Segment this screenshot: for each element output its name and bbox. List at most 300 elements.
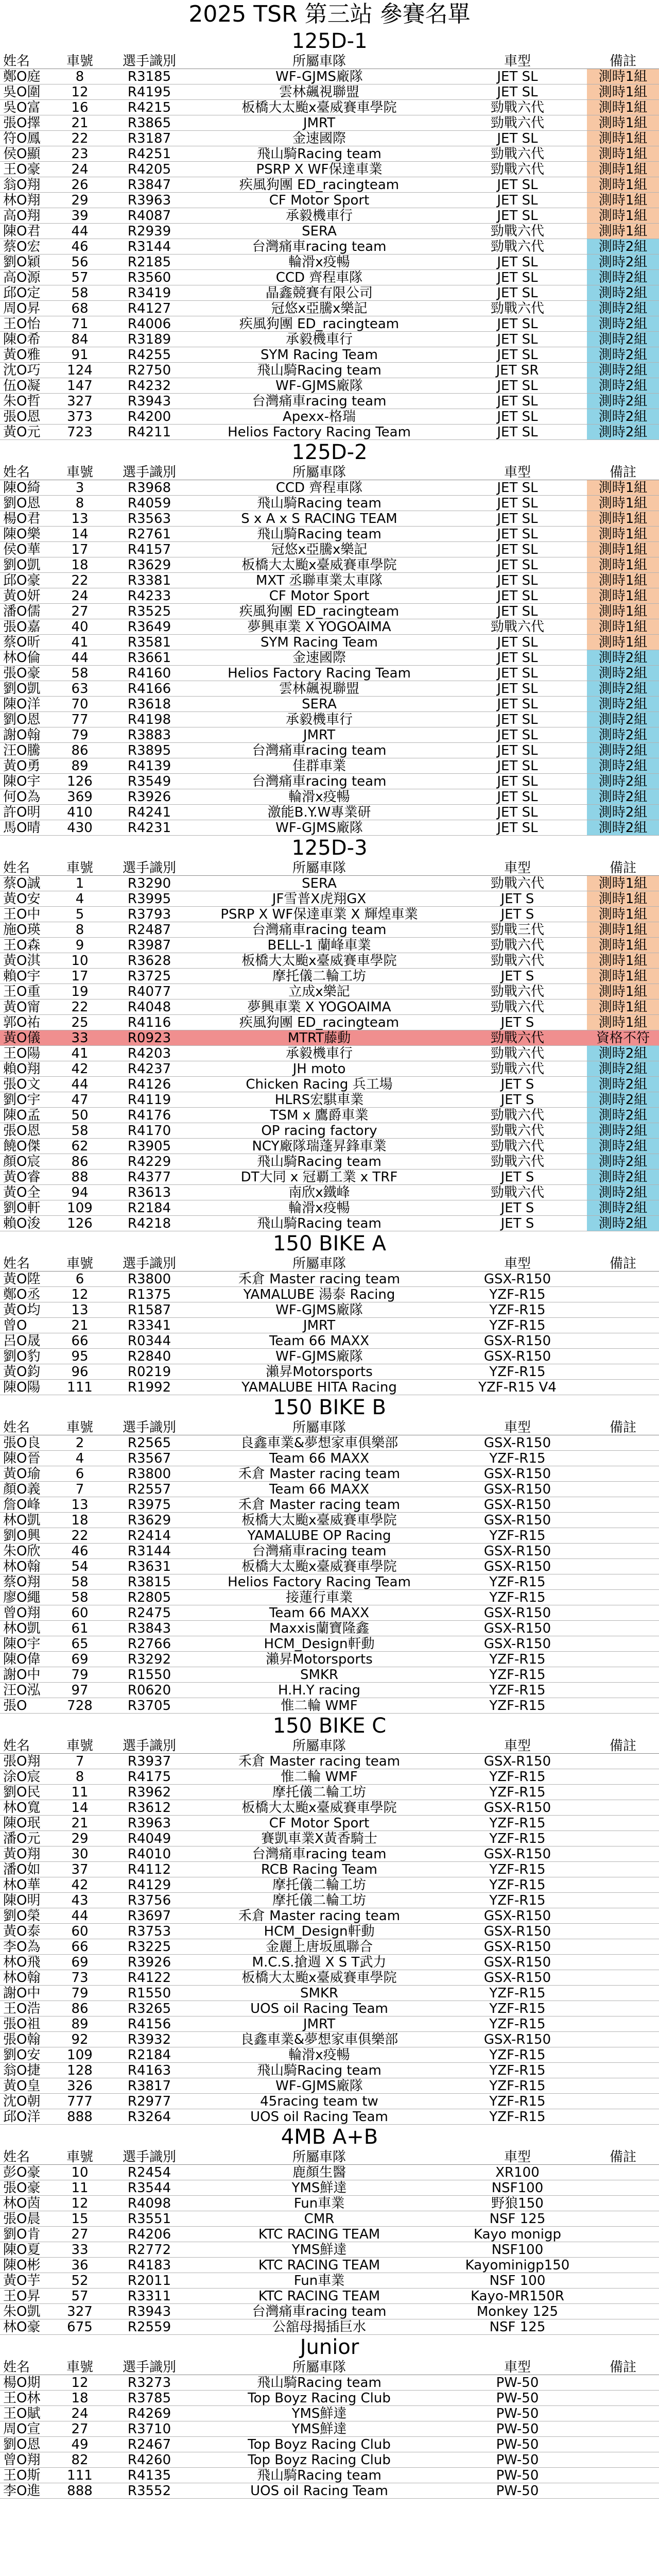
cell-model: YZF-R15 bbox=[489, 1862, 546, 1877]
cell-number: 44 bbox=[71, 1077, 89, 1092]
cell-model: PW-50 bbox=[496, 2452, 539, 2467]
cell-name: 張O豪 bbox=[3, 666, 41, 681]
cell-rider-id: R2487 bbox=[127, 922, 171, 937]
table-row bbox=[0, 84, 659, 100]
cell-model: JET SL bbox=[497, 69, 538, 84]
cell-number: 79 bbox=[71, 727, 89, 742]
cell-rider-id: R4215 bbox=[127, 100, 171, 115]
cell-number: 24 bbox=[71, 588, 89, 603]
cell-model: JET S bbox=[500, 969, 534, 984]
cell-number: 69 bbox=[71, 1652, 89, 1667]
cell-model: 勁戰六代 bbox=[490, 619, 544, 634]
table-row bbox=[0, 1621, 659, 1636]
cell-team: Fun車業 bbox=[293, 2196, 345, 2211]
cell-model: YZF-R15 bbox=[489, 1877, 546, 1892]
cell-team: 板橋大太颱x臺威賽車學院 bbox=[241, 1559, 397, 1574]
cell-number: 3 bbox=[75, 480, 84, 495]
cell-model: 勁戰六代 bbox=[490, 162, 544, 177]
cell-remark bbox=[587, 1574, 659, 1589]
cell-team: 金麗上唐坂風聯合 bbox=[265, 1939, 373, 1954]
cell-rider-id: R3963 bbox=[127, 1816, 171, 1831]
cell-remark: 測時2組 bbox=[587, 1200, 659, 1215]
table-row bbox=[0, 1077, 659, 1092]
cell-rider-id: R4232 bbox=[127, 378, 171, 393]
table-row bbox=[0, 301, 659, 316]
cell-remark: 測時1組 bbox=[587, 557, 659, 572]
table-row bbox=[0, 115, 659, 131]
table-row bbox=[0, 2258, 659, 2273]
cell-remark bbox=[587, 2180, 659, 2195]
cell-team: KTC RACING TEAM bbox=[258, 2258, 380, 2273]
cell-team: 良鑫車業&夢想家車俱樂部 bbox=[240, 2032, 398, 2047]
section-title: 150 BIKE B bbox=[273, 1396, 386, 1419]
table-row bbox=[0, 2391, 659, 2406]
cell-rider-id: R4156 bbox=[127, 2016, 171, 2031]
cell-rider-id: R2475 bbox=[127, 1605, 171, 1620]
cell-team: JMRT bbox=[303, 727, 336, 742]
cell-rider-id: R3144 bbox=[127, 1544, 171, 1558]
cell-remark bbox=[587, 2001, 659, 2016]
cell-number: 11 bbox=[71, 2180, 89, 2195]
table-row bbox=[0, 573, 659, 588]
cell-model: JET SL bbox=[497, 316, 538, 331]
cell-name: 陳O珉 bbox=[3, 1816, 41, 1831]
cell-rider-id: R3551 bbox=[127, 2211, 171, 2226]
cell-model: JET SL bbox=[497, 588, 538, 603]
table-row bbox=[0, 1800, 659, 1816]
cell-team: WF-GJMS廠隊 bbox=[275, 378, 363, 393]
table-row bbox=[0, 1333, 659, 1349]
cell-remark: 測時2組 bbox=[587, 363, 659, 378]
cell-name: 王O賦 bbox=[3, 2406, 41, 2421]
cell-model: YZF-R15 bbox=[489, 1683, 546, 1698]
cell-name: 曾O翔 bbox=[3, 1605, 41, 1620]
cell-name: 黃O皇 bbox=[3, 2078, 41, 2093]
cell-name: 邱O定 bbox=[3, 285, 41, 300]
cell-rider-id: R3560 bbox=[127, 270, 171, 285]
cell-model: GSX-R150 bbox=[483, 1333, 551, 1348]
cell-team: 板橋大太颱x臺威賽車學院 bbox=[241, 953, 397, 968]
cell-remark bbox=[587, 1955, 659, 1970]
cell-rider-id: R4135 bbox=[127, 2468, 171, 2483]
cell-rider-id: R4251 bbox=[127, 146, 171, 161]
cell-team: JMRT bbox=[303, 2016, 336, 2031]
table-row bbox=[0, 2047, 659, 2063]
cell-model: GSX-R150 bbox=[483, 1349, 551, 1364]
cell-model: 勁戰六代 bbox=[490, 100, 544, 115]
cell-team: PSRP X WF保達車業 bbox=[256, 162, 383, 177]
table-row bbox=[0, 2180, 659, 2196]
cell-name: 翁O捷 bbox=[3, 2063, 41, 2078]
cell-number: 18 bbox=[71, 2391, 89, 2405]
table-row bbox=[0, 1482, 659, 1497]
cell-remark bbox=[587, 1451, 659, 1466]
cell-team: 輪滑x疫暢 bbox=[288, 789, 350, 804]
cell-rider-id: R3725 bbox=[127, 969, 171, 984]
cell-name: 劉O凱 bbox=[3, 681, 41, 696]
table-row bbox=[0, 363, 659, 378]
cell-rider-id: R3661 bbox=[127, 650, 171, 665]
cell-number: 41 bbox=[71, 1046, 89, 1061]
cell-name: 劉O恩 bbox=[3, 2437, 41, 2452]
cell-remark: 測時1組 bbox=[587, 969, 659, 984]
table-row bbox=[0, 2211, 659, 2227]
cell-remark bbox=[587, 1605, 659, 1620]
cell-name: 謝O中 bbox=[3, 1667, 41, 1682]
table-row bbox=[0, 820, 659, 836]
table-row bbox=[0, 2227, 659, 2242]
cell-remark bbox=[587, 1482, 659, 1497]
cell-number: 10 bbox=[71, 953, 89, 968]
cell-remark bbox=[587, 2109, 659, 2124]
table-row bbox=[0, 1364, 659, 1380]
cell-team: 疾風狗團 ED_racingteam bbox=[239, 1015, 400, 1030]
table-row bbox=[0, 1893, 659, 1908]
cell-rider-id: R3185 bbox=[127, 69, 171, 84]
table-row bbox=[0, 2375, 659, 2391]
cell-number: 46 bbox=[71, 1544, 89, 1558]
cell-rider-id: R4166 bbox=[127, 681, 171, 696]
cell-number: 94 bbox=[71, 1185, 89, 1200]
cell-remark bbox=[587, 1846, 659, 1861]
cell-name: 黃O睿 bbox=[3, 1170, 41, 1184]
table-row bbox=[0, 712, 659, 727]
cell-model: YZF-R15 bbox=[489, 1698, 546, 1713]
cell-name: 張O bbox=[3, 1698, 27, 1713]
cell-model: JET SL bbox=[497, 743, 538, 758]
cell-remark bbox=[587, 1513, 659, 1528]
cell-model: JET SL bbox=[497, 712, 538, 727]
header-team: 所屬車隊 bbox=[292, 1256, 346, 1271]
table-row bbox=[0, 697, 659, 712]
cell-number: 7 bbox=[75, 1482, 84, 1497]
cell-rider-id: R4127 bbox=[127, 301, 171, 316]
cell-number: 326 bbox=[67, 2078, 93, 2093]
cell-team: 冠悠x亞騰x樂記 bbox=[271, 542, 368, 557]
cell-name: 周O昇 bbox=[3, 301, 41, 316]
table-row bbox=[0, 2273, 659, 2289]
cell-remark: 測時1組 bbox=[587, 208, 659, 223]
cell-number: 888 bbox=[67, 2483, 93, 2498]
cell-remark: 測時2組 bbox=[587, 425, 659, 439]
cell-name: 何O為 bbox=[3, 789, 41, 804]
table-row bbox=[0, 409, 659, 425]
cell-team: 台灣痛車racing team bbox=[252, 1544, 387, 1558]
cell-remark bbox=[587, 1380, 659, 1395]
cell-model: 勁戰六代 bbox=[490, 1030, 544, 1045]
cell-remark bbox=[587, 1302, 659, 1317]
cell-remark: 測時1組 bbox=[587, 1015, 659, 1030]
cell-number: 42 bbox=[71, 1061, 89, 1076]
cell-remark: 測時1組 bbox=[587, 496, 659, 511]
cell-model: YZF-R15 bbox=[489, 1816, 546, 1831]
cell-remark bbox=[587, 1349, 659, 1364]
cell-model: YZF-R15 bbox=[489, 1986, 546, 2001]
header-model: 車型 bbox=[504, 2149, 531, 2164]
cell-remark: 測時2組 bbox=[587, 727, 659, 742]
cell-number: 36 bbox=[71, 2258, 89, 2273]
cell-team: 飛山騎Racing team bbox=[257, 496, 381, 511]
cell-model: GSX-R150 bbox=[483, 1497, 551, 1512]
table-row bbox=[0, 131, 659, 146]
cell-team: KTC RACING TEAM bbox=[258, 2227, 380, 2242]
cell-number: 728 bbox=[67, 1698, 93, 1713]
cell-number: 25 bbox=[71, 1015, 89, 1030]
cell-number: 37 bbox=[71, 1862, 89, 1877]
cell-remark: 測時2組 bbox=[587, 332, 659, 347]
cell-remark: 測時2組 bbox=[587, 650, 659, 665]
cell-rider-id: R3697 bbox=[127, 1908, 171, 1923]
table-row bbox=[0, 727, 659, 743]
table-row bbox=[0, 1574, 659, 1590]
table-header bbox=[0, 1420, 659, 1435]
cell-model: YZF-R15 bbox=[489, 1302, 546, 1317]
cell-team: Team 66 MAXX bbox=[269, 1482, 370, 1497]
cell-team: 台灣痛車racing team bbox=[252, 743, 387, 758]
cell-name: 曾O翔 bbox=[3, 2452, 41, 2467]
cell-model: GSX-R150 bbox=[483, 1846, 551, 1861]
cell-rider-id: R0344 bbox=[127, 1333, 171, 1348]
cell-number: 22 bbox=[71, 999, 89, 1014]
cell-team: HCM_Design軒動 bbox=[264, 1924, 375, 1939]
cell-name: 王O中 bbox=[3, 907, 41, 922]
header-number: 車號 bbox=[66, 54, 93, 69]
table-row bbox=[0, 953, 659, 969]
cell-name: 呂O晟 bbox=[3, 1333, 41, 1348]
table-row bbox=[0, 2063, 659, 2078]
cell-team: YMS鮮達 bbox=[291, 2406, 347, 2421]
cell-rider-id: R4205 bbox=[127, 162, 171, 177]
cell-model: YZF-R15 bbox=[489, 2016, 546, 2031]
cell-name: 饒O傑 bbox=[3, 1139, 41, 1154]
cell-remark: 測時2組 bbox=[587, 316, 659, 331]
cell-number: 6 bbox=[75, 1272, 84, 1286]
cell-team: WF-GJMS廠隊 bbox=[275, 1349, 363, 1364]
section-title: 150 BIKE A bbox=[273, 1232, 386, 1256]
cell-model: 勁戰六代 bbox=[490, 953, 544, 968]
cell-rider-id: R3847 bbox=[127, 177, 171, 192]
table-row bbox=[0, 635, 659, 650]
cell-model: Kayominigp150 bbox=[465, 2258, 570, 2273]
cell-name: 謝O中 bbox=[3, 1986, 41, 2001]
table-row bbox=[0, 285, 659, 301]
header-rider-id: 選手識別 bbox=[122, 2149, 176, 2164]
cell-model: GSX-R150 bbox=[483, 1908, 551, 1923]
cell-model: NSF 100 bbox=[489, 2273, 546, 2288]
cell-rider-id: R4122 bbox=[127, 1970, 171, 1985]
cell-remark bbox=[587, 1924, 659, 1939]
table-row bbox=[0, 984, 659, 999]
cell-number: 14 bbox=[71, 527, 89, 541]
cell-rider-id: R3618 bbox=[127, 697, 171, 711]
cell-name: 張O翔 bbox=[3, 1754, 41, 1769]
cell-team: BELL-1 蘭峰車業 bbox=[267, 938, 371, 953]
cell-team: 輪滑x疫暢 bbox=[288, 2047, 350, 2062]
cell-rider-id: R3144 bbox=[127, 239, 171, 254]
cell-team: Top Boyz Racing Club bbox=[248, 2391, 391, 2405]
cell-team: SYM Racing Team bbox=[261, 635, 378, 650]
table-header bbox=[0, 1256, 659, 1272]
cell-remark bbox=[587, 1785, 659, 1800]
cell-remark bbox=[587, 1590, 659, 1605]
cell-remark: 測時2組 bbox=[587, 301, 659, 316]
cell-name: 陳O陽 bbox=[3, 1380, 41, 1395]
cell-name: 黃O勇 bbox=[3, 758, 41, 773]
cell-number: 5 bbox=[75, 907, 84, 922]
cell-rider-id: R4231 bbox=[127, 820, 171, 835]
cell-rider-id: R4119 bbox=[127, 1092, 171, 1107]
cell-rider-id: R3549 bbox=[127, 774, 171, 789]
cell-rider-id: R4229 bbox=[127, 1154, 171, 1169]
cell-model: JET SL bbox=[497, 285, 538, 300]
cell-team: 賽凱車業X黃香騎士 bbox=[261, 1831, 377, 1846]
cell-model: JET SL bbox=[497, 131, 538, 146]
cell-remark: 測時2組 bbox=[587, 758, 659, 773]
table-row bbox=[0, 1302, 659, 1318]
cell-number: 111 bbox=[67, 2468, 93, 2483]
table-row bbox=[0, 1955, 659, 1970]
header-number: 車號 bbox=[66, 1256, 93, 1271]
cell-model: GSX-R150 bbox=[483, 1466, 551, 1481]
cell-team: 惟二輪 WMF bbox=[281, 1769, 358, 1784]
cell-model: JET S bbox=[500, 907, 534, 922]
cell-name: 林O凱 bbox=[3, 1513, 41, 1528]
cell-name: 賴O浚 bbox=[3, 1216, 41, 1231]
cell-team: 冠悠x亞騰x樂記 bbox=[271, 301, 368, 316]
header-name: 姓名 bbox=[3, 1256, 30, 1271]
cell-rider-id: R3187 bbox=[127, 131, 171, 146]
cell-model: 勁戰六代 bbox=[490, 984, 544, 999]
section-title: 125D-2 bbox=[291, 440, 368, 464]
cell-rider-id: R3290 bbox=[127, 876, 171, 891]
cell-remark: 測時2組 bbox=[587, 697, 659, 711]
cell-name: 劉O興 bbox=[3, 1528, 41, 1543]
table-row bbox=[0, 2406, 659, 2421]
cell-name: 侯O華 bbox=[3, 542, 41, 557]
cell-remark bbox=[587, 2437, 659, 2452]
cell-number: 10 bbox=[71, 2165, 89, 2180]
cell-name: 王O浩 bbox=[3, 2001, 41, 2016]
cell-number: 369 bbox=[67, 789, 93, 804]
cell-name: 黃O雅 bbox=[3, 347, 41, 362]
table-row bbox=[0, 239, 659, 255]
cell-model: JET SL bbox=[497, 193, 538, 208]
cell-rider-id: R3631 bbox=[127, 1559, 171, 1574]
cell-rider-id: R4377 bbox=[127, 1170, 171, 1184]
cell-model: GSX-R150 bbox=[483, 1800, 551, 1815]
cell-model: 勁戰六代 bbox=[490, 876, 544, 891]
cell-model: JET S bbox=[500, 891, 534, 906]
cell-name: 劉O肯 bbox=[3, 2227, 41, 2242]
cell-number: 6 bbox=[75, 1466, 84, 1481]
cell-team: 金速國際 bbox=[292, 131, 346, 146]
cell-model: 勁戰六代 bbox=[490, 1061, 544, 1076]
cell-rider-id: R3995 bbox=[127, 891, 171, 906]
cell-rider-id: R3705 bbox=[127, 1698, 171, 1713]
table-row bbox=[0, 1908, 659, 1924]
cell-model: 勁戰三代 bbox=[490, 922, 544, 937]
cell-model: YZF-R15 bbox=[489, 1451, 546, 1466]
cell-remark: 測時2組 bbox=[587, 1123, 659, 1138]
cell-team: 禾倉 Master racing team bbox=[238, 1497, 401, 1512]
cell-rider-id: R3612 bbox=[127, 1800, 171, 1815]
cell-team: RCB Racing Team bbox=[261, 1862, 377, 1877]
table-row bbox=[0, 1497, 659, 1513]
table-row bbox=[0, 969, 659, 984]
cell-name: 張O祖 bbox=[3, 2016, 41, 2031]
cell-team: SERA bbox=[302, 876, 337, 891]
cell-name: 林O華 bbox=[3, 1877, 41, 1892]
table-row bbox=[0, 1349, 659, 1364]
header-model: 車型 bbox=[504, 860, 531, 875]
cell-remark bbox=[587, 1466, 659, 1481]
cell-model: JET SL bbox=[497, 270, 538, 285]
header-rider-id: 選手識別 bbox=[122, 860, 176, 875]
cell-model: YZF-R15 bbox=[489, 1769, 546, 1784]
cell-model: GSX-R150 bbox=[483, 1559, 551, 1574]
cell-remark bbox=[587, 1893, 659, 1908]
cell-model: 勁戰六代 bbox=[490, 1123, 544, 1138]
cell-model: NSF100 bbox=[491, 2242, 544, 2257]
cell-name: 林O倫 bbox=[3, 650, 41, 665]
cell-number: 69 bbox=[71, 1955, 89, 1970]
table-row bbox=[0, 1318, 659, 1333]
cell-rider-id: R1375 bbox=[127, 1287, 171, 1302]
cell-rider-id: R2977 bbox=[127, 2094, 171, 2109]
cell-model: YZF-R15 bbox=[489, 1667, 546, 1682]
cell-model: GSX-R150 bbox=[483, 2032, 551, 2047]
cell-remark bbox=[587, 1497, 659, 1512]
table-row bbox=[0, 2016, 659, 2032]
cell-name: 林O凱 bbox=[3, 1621, 41, 1636]
cell-team: 疾風狗團 ED_racingteam bbox=[239, 316, 400, 331]
cell-team: 飛山騎Racing team bbox=[257, 2375, 381, 2390]
cell-remark: 測時2組 bbox=[587, 1077, 659, 1092]
cell-model: YZF-R15 bbox=[489, 1652, 546, 1667]
cell-number: 79 bbox=[71, 1667, 89, 1682]
cell-number: 66 bbox=[71, 1939, 89, 1954]
cell-remark: 測時2組 bbox=[587, 820, 659, 835]
cell-remark: 測時2組 bbox=[587, 1092, 659, 1107]
table-row bbox=[0, 805, 659, 820]
cell-name: 潘O元 bbox=[3, 1831, 41, 1846]
cell-rider-id: R4175 bbox=[127, 1769, 171, 1784]
cell-remark: 測時2組 bbox=[587, 239, 659, 254]
cell-remark bbox=[587, 1769, 659, 1784]
cell-number: 8 bbox=[75, 496, 84, 511]
cell-number: 73 bbox=[71, 1970, 89, 1985]
cell-number: 2 bbox=[75, 1435, 84, 1450]
cell-number: 57 bbox=[71, 2289, 89, 2303]
cell-number: 27 bbox=[71, 604, 89, 619]
cell-model: 勁戰六代 bbox=[490, 1185, 544, 1200]
cell-number: 17 bbox=[71, 969, 89, 984]
cell-name: 張O晨 bbox=[3, 2211, 41, 2226]
cell-name: 陳O洋 bbox=[3, 697, 41, 711]
header-name: 姓名 bbox=[3, 54, 30, 69]
table-row bbox=[0, 2094, 659, 2109]
cell-rider-id: R3815 bbox=[127, 1574, 171, 1589]
cell-name: 符O鳳 bbox=[3, 131, 41, 146]
cell-model: PW-50 bbox=[496, 2483, 539, 2498]
cell-team: Apexx-格瑞 bbox=[283, 409, 356, 424]
cell-team: JF雪普X虎翔GX bbox=[272, 891, 367, 906]
cell-model: YZF-R15 bbox=[489, 2078, 546, 2093]
cell-remark: 測時1組 bbox=[587, 131, 659, 146]
cell-name: 蔡O昕 bbox=[3, 635, 41, 650]
table-row bbox=[0, 1544, 659, 1559]
cell-model: PW-50 bbox=[496, 2406, 539, 2421]
